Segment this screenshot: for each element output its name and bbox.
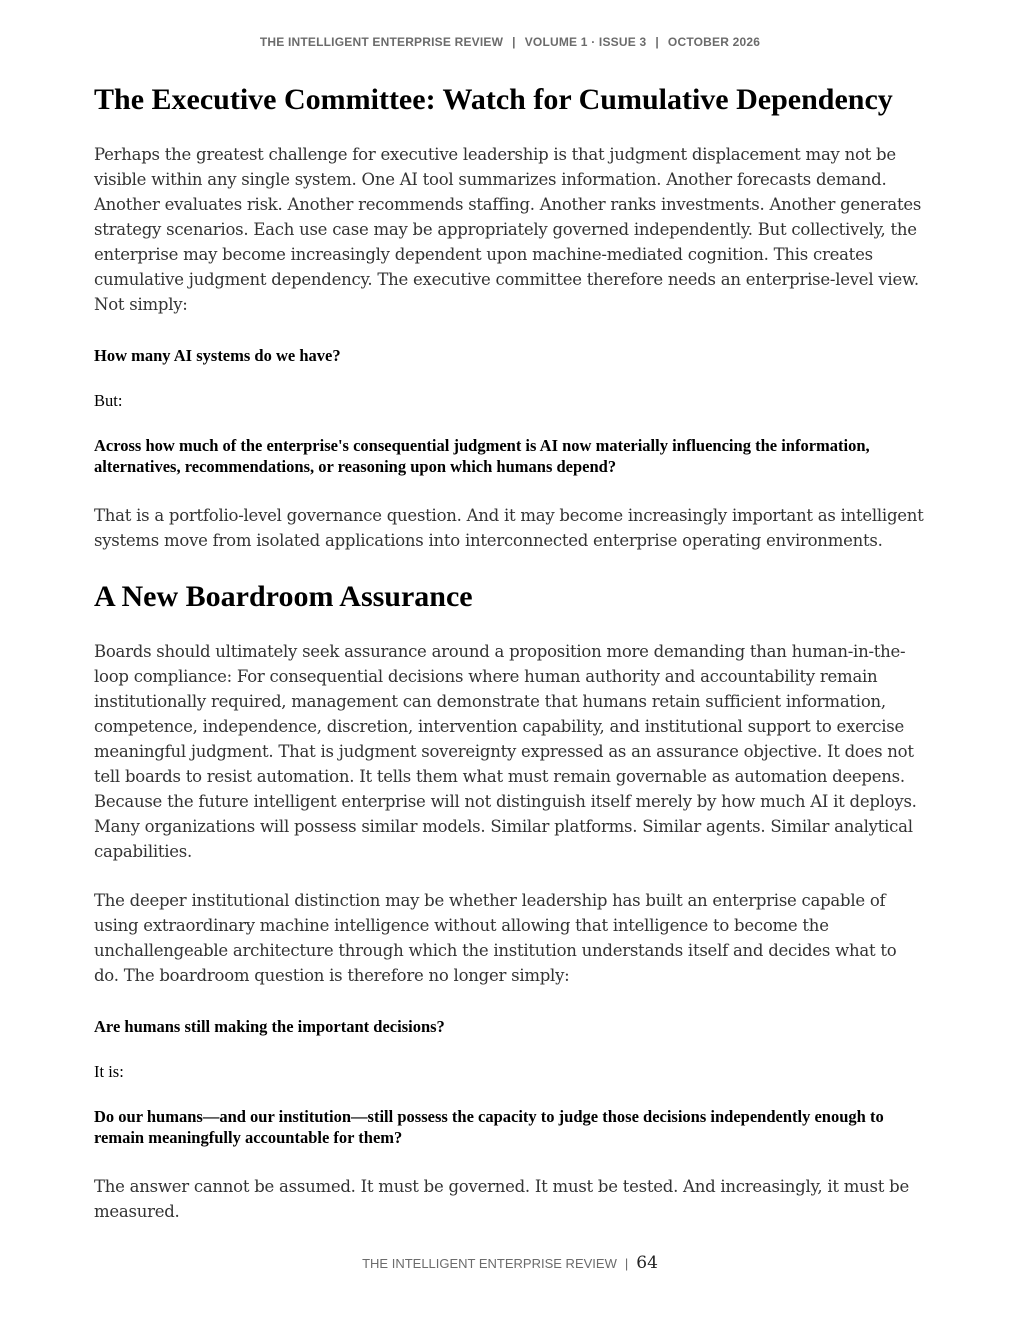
connector-text: It is: xyxy=(94,1062,124,1081)
section-heading-executive-committee: The Executive Committee: Watch for Cumulative Dependency xyxy=(94,83,893,116)
section-heading-boardroom-assurance: A New Boardroom Assurance xyxy=(94,580,473,613)
header-separator: | xyxy=(655,35,659,49)
body-paragraph: The answer cannot be assumed. It must be governed. It must be tested. And increasingly, it must be measured. xyxy=(94,1177,909,1221)
footer-separator: | xyxy=(624,1256,629,1271)
pull-question: Across how much of the enterprise's consequential judgment is AI now materially influencing the information, alternatives, recommendations, or reasoning upon which humans depend? xyxy=(94,436,870,476)
body-paragraph: Perhaps the greatest challenge for executive leadership is that judgment displacement may not be visible within any single system. One AI tool summarizes information. Another forecasts demand. Another evaluates risk. Another recommends staffing. Another ranks investments. Another generates strategy scenarios. Each use case may be appropriately governed independently. But collectively, the enterprise may become increasingly dependent upon machine-mediated cognition. This creates cumulative judgment dependency. The executive committee therefore needs an enterprise-level view. Not simply: xyxy=(94,145,922,314)
running-footer xyxy=(0,1253,1020,1273)
pull-question: How many AI systems do we have? xyxy=(94,346,341,365)
body-paragraph: The deeper institutional distinction may be whether leadership has built an enterprise capable of using extraordinary machine intelligence without allowing that intelligence to become the unchallengeable architecture through which the institution understands itself and decides what to do. The boardroom question is therefore no longer simply: xyxy=(94,891,897,985)
page-number: 64 xyxy=(636,1253,658,1273)
pull-question: Do our humans—and our institution—still possess the capacity to judge those decisions independently enough to remain meaningfully accountable for them? xyxy=(94,1107,884,1147)
header-date: OCTOBER 2026 xyxy=(667,35,761,49)
body-paragraph: Boards should ultimately seek assurance around a proposition more demanding than human-in-the-loop compliance: For consequential decisions where human authority and accountability remain institutionally required, management can demonstrate that humans retain sufficient information, competence, independence, discretion, intervention capability, and institutional support to exercise meaningful judgment. That is judgment sovereignty expressed as an assurance objective. It does not tell boards to resist automation. It tells them what must remain governable as automation deepens. Because the future intelligent enterprise will not distinguish itself merely by how much AI it deploys. Many organizations will possess similar models. Similar platforms. Similar agents. Similar analytical capabilities. xyxy=(94,642,917,861)
footer-publication: THE INTELLIGENT ENTERPRISE REVIEW xyxy=(362,1256,617,1271)
connector-text: But: xyxy=(94,391,123,410)
pull-question: Are humans still making the important decisions? xyxy=(94,1017,445,1036)
header-publication: THE INTELLIGENT ENTERPRISE REVIEW xyxy=(259,35,504,49)
running-header xyxy=(0,35,1020,49)
header-volume-issue: VOLUME 1 · ISSUE 3 xyxy=(524,35,647,49)
body-paragraph: That is a portfolio-level governance question. And it may become increasingly important as intelligent systems move from isolated applications into interconnected enterprise operating environments. xyxy=(94,506,924,550)
article-body xyxy=(94,82,924,1224)
header-separator: | xyxy=(512,35,516,49)
